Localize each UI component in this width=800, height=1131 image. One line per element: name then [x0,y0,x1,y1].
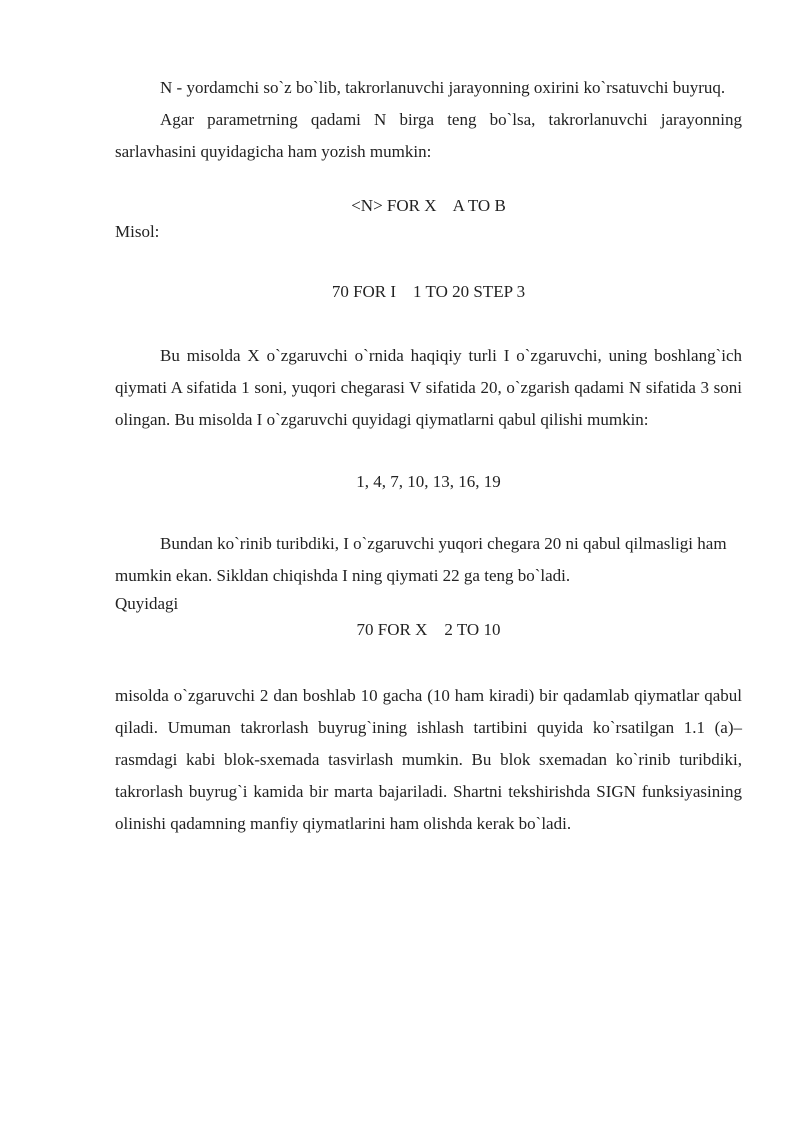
spacer [115,436,742,466]
spacer [115,168,742,190]
example-label: Misol: [115,222,160,241]
paragraph-n-definition: N - yordamchi so`z bo`lib, takrorlanuvchi jarayonning oxirini ko`rsatuvchi buyruq. [160,78,726,97]
code-example-2-to-10: 70 FOR X 2 TO 10 [356,620,501,639]
paragraph-example-explanation: Bu misolda X o`zgaruvchi o`rnida haqiqiy turli I o`zgaruvchi, uning boshlang`ich qiymati A sifatida 1 soni, yuqori chegarasi V sifatida 20, o`zgarish qadami N sifatida 3 soni olingan. Bu misolda I o`zgaruvchi quyidagi qiymatlarni qabul qilishi mumkin: [115,346,742,429]
spacer [115,248,742,276]
paragraph-block-scheme: misolda o`zgaruvchi 2 dan boshlab 10 gacha (10 ham kiradi) bir qadamlab qiymatlar qabul qiladi. Umuman takrorlash buyrug`ining ishlash tartibini quyida ko`rsatilgan 1.1 (a)–rasmdagi kabi blok-sxemada tasvirlash mumkin. Bu blok sxemadan ko`rinib turibdiki, takrorlash buyrug`i kamida bir marta bajariladi. Shartni tekshirishda SIGN funksiyasining olinishi qadamning manfiy qiymatlarini ham olishda kerak bo`ladi. [115,686,742,833]
code-example-step3: 70 FOR I 1 TO 20 STEP 3 [331,282,526,301]
values-list: 1, 4, 7, 10, 13, 16, 19 [356,472,501,491]
paragraph-upper-bound: Bundan ko`rinib turibdiki, I o`zgaruvchi yuqori chegara 20 ni qabul qilmasligi ham mumkin ekan. Sikldan chiqishda I ning qiymati 22 ga teng bo`ladi. [115,534,727,585]
spacer [115,498,742,528]
spacer [115,646,742,680]
spacer [115,308,742,340]
document-page [115,72,742,840]
paragraph-step-one: Agar parametrning qadami N birga teng bo`lsa, takrorlanuvchi jarayonning sarlavhasini quyidagicha ham yozish mumkin: [115,110,742,161]
following-label: Quyidagi [115,594,179,613]
code-for-header: <N> FOR X A TO B [351,196,506,215]
